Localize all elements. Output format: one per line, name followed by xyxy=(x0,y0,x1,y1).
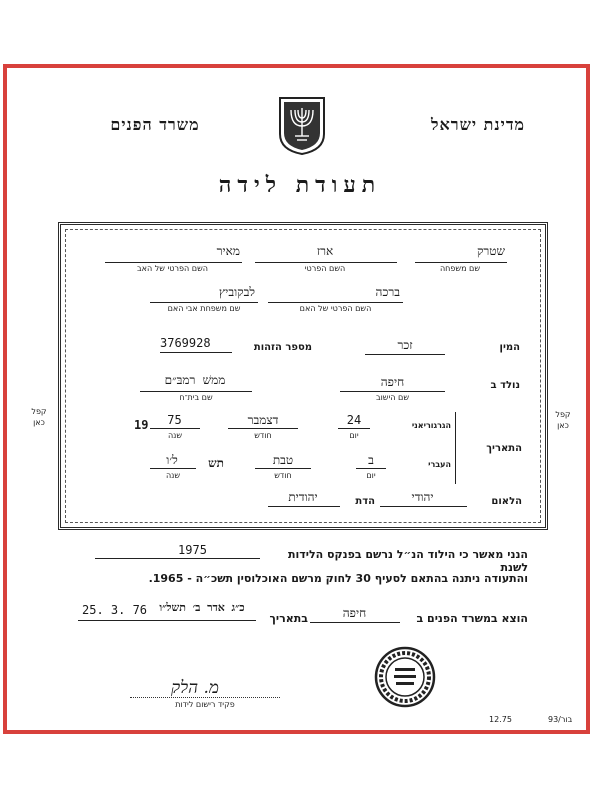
sex-value: זכר xyxy=(397,338,413,352)
form-code: 12.75 xyxy=(489,715,512,724)
greg-day-caption: יום xyxy=(349,431,359,440)
menorah-emblem-icon xyxy=(277,96,327,156)
heb-year-prefix: תש xyxy=(208,456,224,470)
mother-name-caption: השם הפרטי של האם xyxy=(299,304,372,313)
settlement-value: חיפה xyxy=(380,375,405,389)
heb-month-caption: חודש xyxy=(274,471,292,480)
statement-line1: הנני מאשר כי הילוד הנ״ל נרשם בפנקס הלידות לשנת xyxy=(288,548,528,574)
issue-date-value: 25. 3. 76 xyxy=(82,603,148,617)
nationality-label: הלאום xyxy=(491,496,522,507)
id-value: 3769928 xyxy=(160,336,211,350)
fold-mark-left: קפל כאן xyxy=(31,407,47,427)
first-name-value: ארז xyxy=(316,244,334,258)
hospital-caption: שם בית־ח xyxy=(179,393,213,402)
heb-year-value: ל׳ו xyxy=(166,453,178,467)
greg-month-caption: חודש xyxy=(254,431,272,440)
signature-line xyxy=(130,697,280,698)
nationality-value: יהודי xyxy=(411,490,434,504)
heb-day-caption: יום xyxy=(366,471,376,480)
greg-year-value: 75 xyxy=(167,413,182,427)
register-year-value: 1975 xyxy=(178,543,207,557)
religion-label: הדת xyxy=(355,496,375,507)
issued-text: הוצא במשרד הפנים ב xyxy=(416,612,528,625)
signature: מ. הלק xyxy=(171,678,219,698)
mother-father-family-value: לבקוביץ xyxy=(218,285,255,299)
document-title: תעודת לידה xyxy=(218,172,382,198)
greg-month-value: דצמבר xyxy=(247,413,279,427)
issued-place-value: חיפה xyxy=(342,606,367,620)
signature-caption: פקיד רישום לידות xyxy=(175,700,235,709)
family-name-caption: שם משפחה xyxy=(439,264,481,273)
statement-line2: והתעודה ניתנה בהתאם לסעיף 30 לחוק מרשם האוכלוסין תשכ״ה - 1965. xyxy=(148,572,528,585)
family-name-value: שטרק xyxy=(476,244,505,258)
issue-date-hebrew: כ״ג אדר ב׳ תשל״ו xyxy=(159,601,245,614)
settlement-caption: שם הישוב xyxy=(375,393,409,402)
issue-date-label: בתאריך xyxy=(269,612,308,625)
greg-year-caption: שנה xyxy=(167,431,183,440)
fold-mark-right: קפל כאן xyxy=(555,410,571,430)
form-number: 93/בור xyxy=(548,715,573,724)
heb-day-value: ב xyxy=(368,453,374,467)
first-name-caption: השם הפרטי xyxy=(304,264,346,273)
ministry-name: משרד הפנים xyxy=(110,115,200,134)
born-label: נולד ב xyxy=(490,380,520,391)
id-label: מספר הזהות xyxy=(253,342,312,353)
sex-label: המין xyxy=(499,342,520,353)
heb-year-caption: שנה xyxy=(165,471,181,480)
hospital-value: ממשׁ רמבּ״ם xyxy=(164,373,226,387)
father-name-caption: השם הפרטי של האב xyxy=(137,264,208,273)
hebrew-label: העברי xyxy=(428,460,451,469)
religion-value: יהודית xyxy=(288,490,318,504)
official-round-stamp-icon xyxy=(374,646,436,708)
heb-month-value: טבת xyxy=(272,453,294,467)
gregorian-label: הגרגוריאני xyxy=(411,421,451,430)
greg-year-prefix: 19 xyxy=(134,418,149,432)
greg-day-value: 24 xyxy=(346,413,362,427)
state-name: מדינת ישראל xyxy=(430,115,525,134)
mother-name-value: ברכה xyxy=(375,285,400,299)
date-bracket xyxy=(455,412,456,484)
date-label: התאריך xyxy=(486,443,522,454)
mother-father-family-caption: שם משפחת אבי האם xyxy=(167,304,241,313)
father-name-value: מאיר xyxy=(216,244,240,258)
